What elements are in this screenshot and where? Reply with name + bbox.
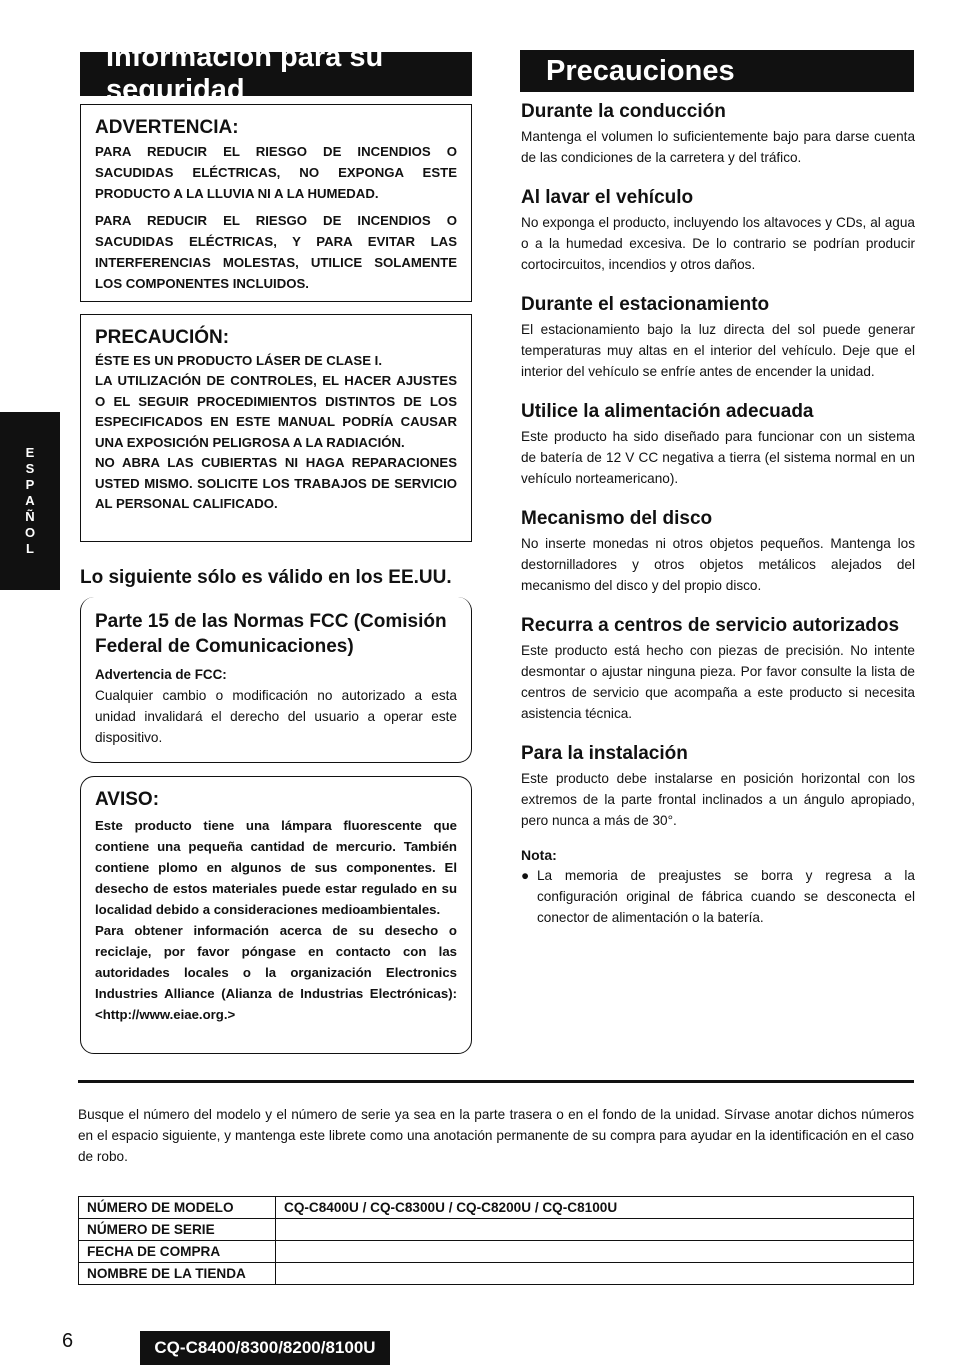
bullet-dot-icon: ● xyxy=(521,868,530,883)
caution-box xyxy=(80,314,472,542)
side-tab-letter: E xyxy=(25,445,35,460)
row-value: CQ-C8400U / CQ-C8300U / CQ-C8200U / CQ-C8100U xyxy=(276,1197,914,1219)
fcc-box xyxy=(80,597,472,763)
notice-title: AVISO: xyxy=(95,789,160,810)
fcc-text: Cualquier cambio o modificación no autorizado a esta unidad invalidará el derecho del usuario a operar este dispositivo. xyxy=(95,688,457,745)
side-tab-letter: L xyxy=(26,541,34,556)
side-tab-letter: O xyxy=(24,525,36,540)
warning-title: ADVERTENCIA: xyxy=(95,117,239,138)
safety-info-header: Información para su seguridad xyxy=(80,52,472,96)
precaution-section xyxy=(521,742,915,831)
side-tab-letter: S xyxy=(25,461,35,476)
section-text: El estacionamiento bajo la luz directa del sol puede generar temperaturas muy altas en el interior del vehículo. Deje que el interior del vehículo se enfríe antes de encender la unidad. xyxy=(521,322,915,379)
note-text: La memoria de preajustes se borra y regresa a la configuración original de fábrica cuando se desconecta el conector de alimentación o la batería. xyxy=(537,868,915,925)
table-row xyxy=(79,1197,914,1219)
serial-instructions: Busque el número del modelo y el número de serie ya sea en la parte trasera o en el fondo de la unidad. Sírvase anotar dichos números en el espacio siguiente, y mantenga este librete como una anotación permanente de su compra para ayudar en la identificación en el caso de robo. xyxy=(78,1107,914,1164)
precaution-section xyxy=(521,293,915,382)
note-label: Nota: xyxy=(521,847,557,863)
page-number: 6 xyxy=(62,1330,74,1352)
section-title: Al lavar el vehículo xyxy=(521,187,694,208)
precaution-section xyxy=(521,400,915,489)
row-value xyxy=(276,1263,914,1285)
warning-paragraph: PARA REDUCIR EL RIESGO DE INCENDIOS O SACUDIDAS ELÉCTRICAS, Y PARA EVITAR LAS INTERFERENCIAS MOLESTAS, UTILICE SOLAMENTE LOS COMPONENTES INCLUIDOS. xyxy=(95,213,457,291)
notice-paragraph: Este producto tiene una lámpara fluorescente que contiene una pequeña cantidad de mercurio. También contiene plomo en algunos de sus componentes. El desecho de estos materiales puede estar regulado en su localidad debido a consideraciones medioambientales. xyxy=(95,818,457,917)
side-tab-letter: A xyxy=(25,493,35,508)
side-tab-letter: Ñ xyxy=(25,509,35,524)
side-tab-letter: P xyxy=(25,477,35,492)
caution-paragraph: ÉSTE ES UN PRODUCTO LÁSER DE CLASE I. xyxy=(95,353,382,368)
section-text: Este producto está hecho con piezas de precisión. No intente desmontar o ajustar ninguna pieza. Por favor consulte la lista de centros de servicio que acompaña a este producto si necesita asistencia técnica. xyxy=(521,643,915,721)
row-label: NÚMERO DE SERIE xyxy=(79,1219,276,1241)
section-divider xyxy=(78,1080,914,1083)
caution-title: PRECAUCIÓN: xyxy=(95,327,230,348)
model-footer: CQ-C8400/8300/8200/8100U xyxy=(140,1331,390,1365)
caution-paragraph: NO ABRA LAS CUBIERTAS NI HAGA REPARACIONES USTED MISMO. SOLICITE LOS TRABAJOS DE SERVICIO AL PERSONAL CALIFICADO. xyxy=(95,455,457,511)
table-row xyxy=(79,1219,914,1241)
row-label: NÚMERO DE MODELO xyxy=(79,1197,276,1219)
precaution-section xyxy=(521,614,915,724)
table-row xyxy=(79,1241,914,1263)
row-value xyxy=(276,1241,914,1263)
row-label: NOMBRE DE LA TIENDA xyxy=(79,1263,276,1285)
warning-paragraph: PARA REDUCIR EL RIESGO DE INCENDIOS O SACUDIDAS ELÉCTRICAS, NO EXPONGA ESTE PRODUCTO A LA LLUVIA NI A LA HUMEDAD. xyxy=(95,144,457,201)
precautions-header: Precauciones xyxy=(520,50,914,92)
section-title: Utilice la alimentación adecuada xyxy=(521,401,814,422)
section-text: Mantenga el volumen lo suficientemente bajo para darse cuenta de las condiciones de la carretera y del tráfico. xyxy=(521,129,915,165)
section-title: Durante el estacionamiento xyxy=(521,294,770,315)
precautions-column xyxy=(521,100,915,928)
product-record-table xyxy=(78,1196,914,1285)
section-text: No exponga el producto, incluyendo los altavoces y CDs, al agua o a la humedad excesiva. De lo contrario se podrían producir cortocircuitos, incendios y otros daños. xyxy=(521,215,915,272)
notice-paragraph: Para obtener información acerca de su desecho o reciclaje, por favor póngase en contacto con las autoridades locales o la organización Electronics Industries Alliance (Alianza de Industrias Electrónicas): <http://www.eiae.org.> xyxy=(95,923,457,1022)
section-title: Recurra a centros de servicio autorizados xyxy=(521,615,900,636)
language-side-tab xyxy=(0,412,60,590)
section-title: Durante la conducción xyxy=(521,101,726,122)
fcc-subtitle: Advertencia de FCC: xyxy=(95,667,227,682)
notice-box xyxy=(80,776,472,1054)
precaution-section xyxy=(521,100,915,168)
fcc-title: Parte 15 de las Normas FCC (Comisión Federal de Comunicaciones) xyxy=(95,611,447,657)
section-text: Este producto ha sido diseñado para funcionar con un sistema de batería de 12 V CC negativa a tierra (el sistema normal en un vehículo norteamericano). xyxy=(521,429,915,486)
note-bullet xyxy=(521,865,915,928)
us-only-heading: Lo siguiente sólo es válido en los EE.UU. xyxy=(80,567,452,588)
precaution-section xyxy=(521,507,915,596)
warning-box xyxy=(80,104,472,302)
row-label: FECHA DE COMPRA xyxy=(79,1241,276,1263)
table-row xyxy=(79,1263,914,1285)
section-text: No inserte monedas ni otros objetos pequeños. Mantenga los destornilladores y otros objetos metálicos alejados del mecanismo del disco y del propio disco. xyxy=(521,536,915,593)
row-value xyxy=(276,1219,914,1241)
section-title: Mecanismo del disco xyxy=(521,508,713,529)
section-text: Este producto debe instalarse en posición horizontal con los extremos de la parte frontal inclinados a un ángulo apropiado, pero nunca a más de 30°. xyxy=(521,771,915,828)
precaution-section xyxy=(521,186,915,275)
caution-paragraph: LA UTILIZACIÓN DE CONTROLES, EL HACER AJUSTES O EL SEGUIR PROCEDIMIENTOS DISTINTOS DE LOS ESPECIFICADOS EN ESTE MANUAL PODRÍA CAUSAR UNA EXPOSICIÓN PELIGROSA A LA RADIACIÓN. xyxy=(95,373,457,450)
section-title: Para la instalación xyxy=(521,743,688,764)
